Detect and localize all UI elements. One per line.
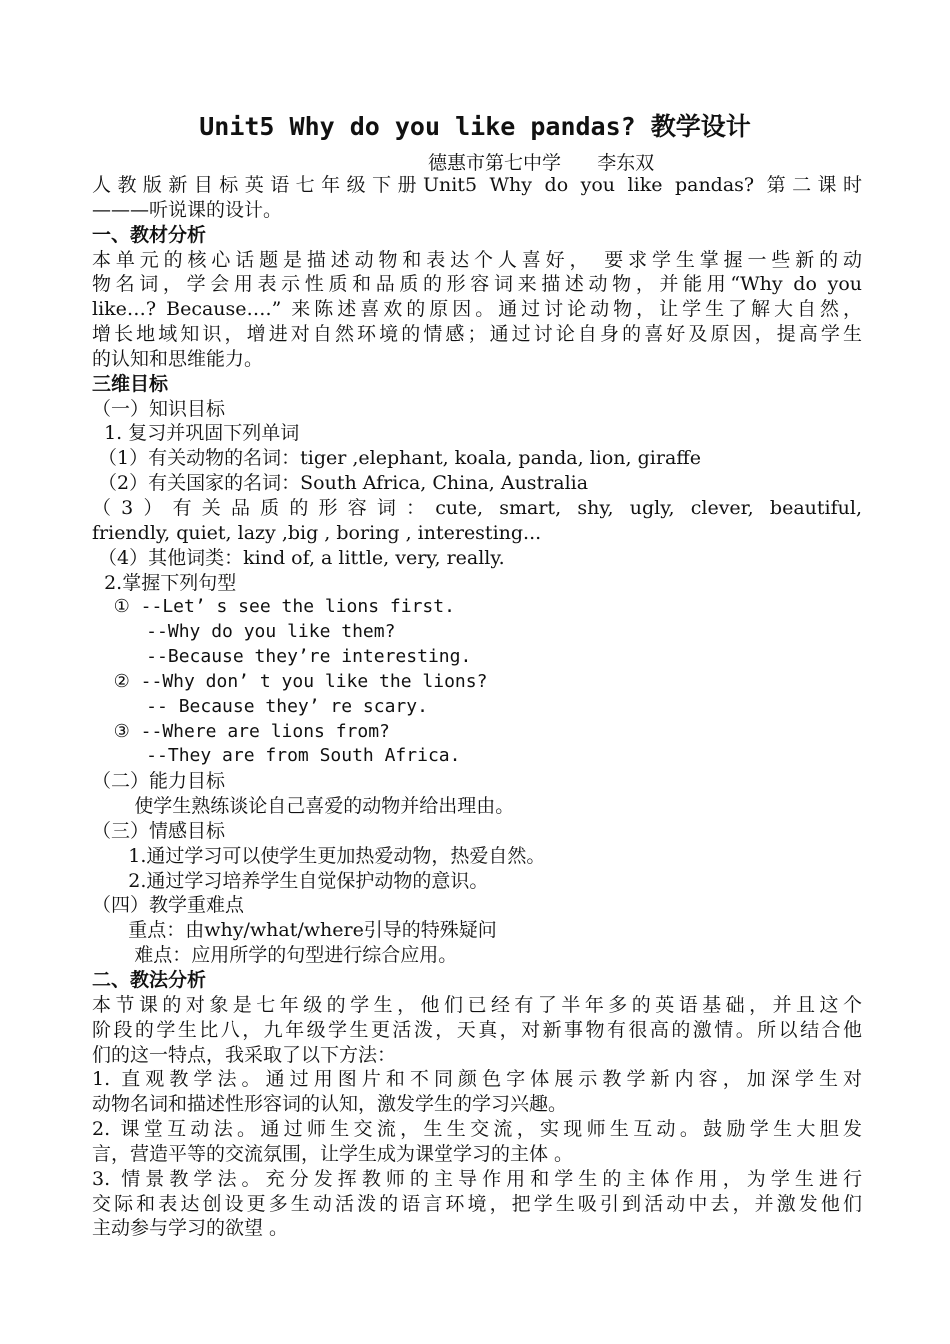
section-heading-materials: 一、教材分析 <box>92 223 207 246</box>
intro-line-1: 人教版新目标英语七年级下册Unit5 Why do you like pandas? 第二课时 <box>92 174 862 196</box>
document-title: Unit5 Why do you like pandas? 教学设计 <box>199 112 751 141</box>
sentence-line-5: -- Because they’ re scary. <box>92 695 428 717</box>
keypoints-line-1: 重点：由why/what/where引导的特殊疑问 <box>92 919 497 942</box>
keypoints-heading: （四）教学重难点 <box>92 894 245 917</box>
sentence-line-2: --Why do you like them? <box>92 621 396 643</box>
materials-line-1: 本单元的核心话题是描述动物和表达个人喜好， 要求学生掌握一些新的动 <box>92 248 862 271</box>
knowledge-goal-heading: （一）知识目标 <box>92 397 226 420</box>
ability-goal-line: 使学生熟练谈论自己喜爱的动物并给出理由。 <box>92 795 515 818</box>
section-heading-methods: 二、教法分析 <box>92 969 207 991</box>
knowledge-item-2: 2.掌握下列句型 <box>92 571 237 594</box>
emotion-goal-line-1: 1.通过学习可以使学生更加热爱动物，热爱自然。 <box>92 844 546 867</box>
methods-line-5: 动物名词和描述性形容词的认知，激发学生的学习兴趣。 <box>92 1093 568 1116</box>
methods-line-9: 交际和表达创设更多生动活泼的语言环境，把学生吸引到活动中去，并激发他们 <box>92 1192 862 1215</box>
sentence-line-4: ② --Why don’ t you like the lions? <box>92 670 488 692</box>
ability-goal-heading: （二）能力目标 <box>92 770 226 793</box>
methods-line-6: 2. 课堂互动法。通过师生交流，生生交流，实现师生互动。鼓励学生大胆发 <box>92 1118 862 1141</box>
materials-line-5: 的认知和思维能力。 <box>92 347 264 370</box>
knowledge-item-1: 1. 复习并巩固下列单词 <box>92 422 300 445</box>
vocab-line-3: （3）有关品质的形容词：cute, smart, shy, ugly, clever, beautiful, <box>92 496 862 519</box>
emotion-goal-heading: （三）情感目标 <box>92 819 226 842</box>
materials-line-2: 物名词，学会用表示性质和品质的形容词来描述动物，并能用“Why do you <box>92 273 862 296</box>
sentence-line-3: --Because they’re interesting. <box>92 646 472 668</box>
sentence-line-1: ① --Let’ s see the lions first. <box>92 596 455 618</box>
intro-line-2: ———听说课的设计。 <box>92 198 283 221</box>
vocab-line-5: （4）其他词类：kind of, a little, very, really. <box>92 546 505 569</box>
methods-line-10: 主动参与学习的欲望 。 <box>92 1217 289 1240</box>
methods-line-7: 言，营造平等的交流氛围，让学生成为课堂学习的主体 。 <box>92 1142 574 1165</box>
methods-line-2: 阶段的学生比八，九年级学生更活泼，天真，对新事物有很高的激情。所以结合他 <box>92 1018 862 1041</box>
sentence-line-6: ③ --Where are lions from? <box>92 720 390 742</box>
methods-line-8: 3. 情景教学法。充分发挥教师的主导作用和学生的主体作用，为学生进行 <box>92 1167 862 1190</box>
methods-line-1: 本节课的对象是七年级的学生，他们已经有了半年多的英语基础，并且这个 <box>92 993 862 1016</box>
keypoints-line-2: 难点：应用所学的句型进行综合应用。 <box>92 944 458 967</box>
vocab-line-4: friendly, quiet, lazy ,big , boring , interesting... <box>92 521 542 544</box>
section-heading-goals: 三维目标 <box>92 372 169 395</box>
methods-line-4: 1. 直观教学法。通过用图片和不同颜色字体展示教学新内容，加深学生对 <box>92 1068 862 1091</box>
materials-line-4: 增长地域知识，增进对自然环境的情感；通过讨论自身的喜好及原因，提高学生 <box>92 323 862 346</box>
emotion-goal-line-2: 2.通过学习培养学生自觉保护动物的意识。 <box>92 869 489 892</box>
author-line: 德惠市第七中学 李东双 <box>428 152 655 174</box>
document-body <box>92 173 862 1241</box>
vocab-line-2: （2）有关国家的名词：South Africa, China, Australia <box>92 472 589 495</box>
vocab-line-1: （1）有关动物的名词：tiger ,elephant, koala, panda, lion, giraffe <box>92 447 702 470</box>
sentence-line-7: --They are from South Africa. <box>92 745 461 767</box>
methods-line-3: 们的这一特点，我采取了以下方法： <box>92 1043 397 1066</box>
materials-line-3: like…? Because….” 来陈述喜欢的原因。通过讨论动物，让学生了解大自然， <box>92 298 862 321</box>
